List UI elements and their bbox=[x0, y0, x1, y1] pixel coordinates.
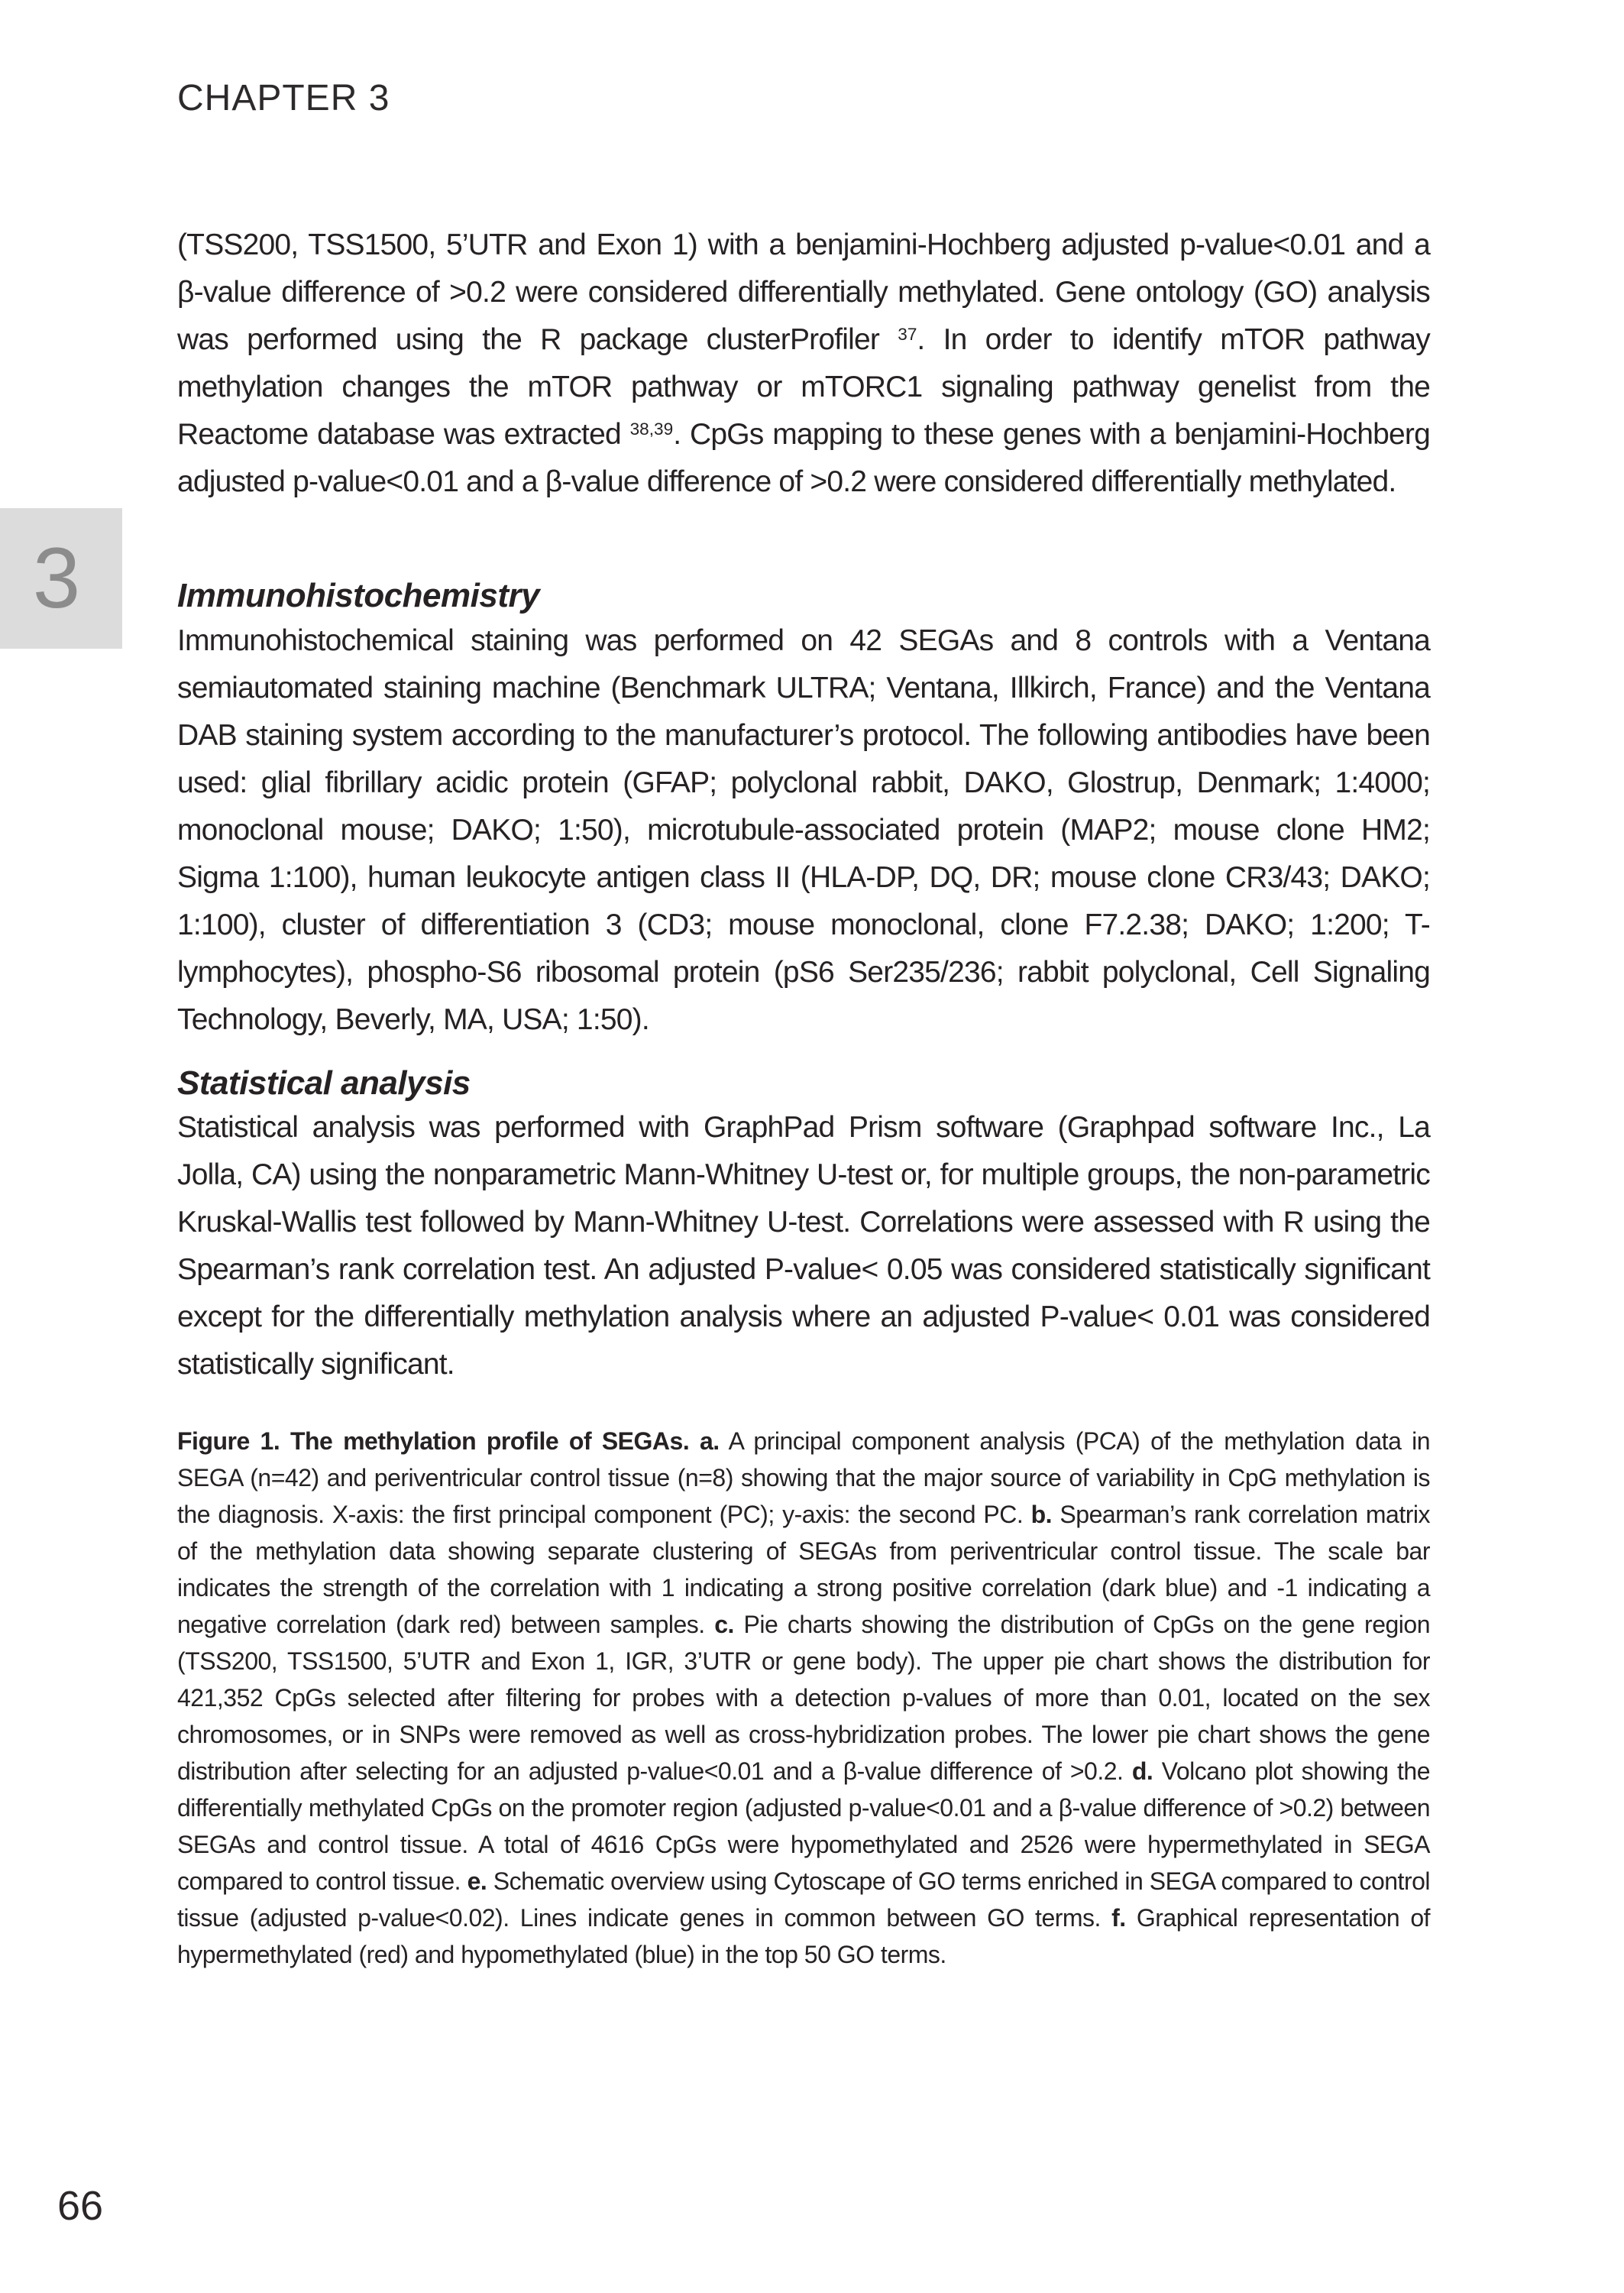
figure-caption: Figure 1. The methylation profile of SEGAs. a. A principal component analysis (PCA) of the methylation data in SEGA (n=42) and periventricular control tissue (n=8) showing that the major source of variability in CpG methylation is the diagnosis. X-axis: the first principal component (PC); y-axis: the second PC. b. Spearman’s rank correlation matrix of the methylation data showing separate clustering of SEGAs from periventricular control tissue. The scale bar indicates the strength of the correlation with 1 indicating a strong positive correlation (dark blue) and -1 indicating a negative correlation (dark red) between samples. c. Pie charts showing the distribution of CpGs on the gene region (TSS200, TSS1500, 5’UTR and Exon 1, IGR, 3’UTR or gene body). The upper pie chart shows the distribution for 421,352 CpGs selected after filtering for probes with a detection p-values of more than 0.01, located on the sex chromosomes, or in SNPs were removed as well as cross-hybridization probes. The lower pie chart shows the gene distribution after selecting for an adjusted p-value<0.01 and a β-value difference of >0.2. d. Volcano plot showing the differentially methylated CpGs on the promoter region (adjusted p-value<0.01 and a β-value difference of >0.2) between SEGAs and control tissue. A total of 4616 CpGs were hypomethylated and 2526 were hypermethylated in SEGA compared to control tissue. e. Schematic overview using Cytoscape of GO terms enriched in SEGA compared to control tissue (adjusted p-value<0.02). Lines indicate genes in common between GO terms. f. Graphical representation of hypermethylated (red) and hypomethylated (blue) in the top 50 GO terms. bbox=[177, 1427, 1431, 1968]
section-body-immunohistochemistry: Immunohistochemical staining was performed on 42 SEGAs and 8 controls with a Ventana semiautomated staining machine (Benchmark ULTRA; Ventana, Illkirch, France) and the Ventana DAB staining system according to the manufacturer’s protocol. The following antibodies have been used: glial fibrillary acidic protein (GFAP; polyclonal rabbit, DAKO, Glostrup, Denmark; 1:4000; monoclonal mouse; DAKO; 1:50), microtubule-associated protein (MAP2; mouse clone HM2; Sigma 1:100), human leukocyte antigen class II (HLA-DP, DQ, DR; mouse clone CR3/43; DAKO; 1:100), cluster of differentiation 3 (CD3; mouse monoclonal, clone F7.2.38; DAKO; 1:200; T-lymphocytes), phospho-S6 ribosomal protein (pS6 Ser235/236; rabbit polyclonal, Cell Signaling Technology, Beverly, MA, USA; 1:50). bbox=[177, 624, 1430, 1036]
section-heading-immunohistochemistry: Immunohistochemistry bbox=[177, 577, 540, 614]
chapter-header: CHAPTER 3 bbox=[177, 78, 390, 118]
chapter-tab-number: 3 bbox=[32, 530, 81, 626]
intro-paragraph: (TSS200, TSS1500, 5’UTR and Exon 1) with a benjamini-Hochberg adjusted p-value<0.01 and a β-value difference of >0.2 were considered differentially methylated. Gene ontology (GO) analysis was performed using the R package clusterProfiler $^{37}$. In order to identify mTOR pathway methylation changes the mTOR pathway or mTORC1 signaling pathway genelist from the Reactome database was extracted $^{38,39}$. CpGs mapping to these genes with a benjamini-Hochberg adjusted p-value<0.01 and a β-value difference of >0.2 were considered differentially methylated. bbox=[177, 228, 1430, 498]
section-heading-statistical-analysis: Statistical analysis bbox=[177, 1064, 471, 1102]
chapter-tab bbox=[0, 508, 122, 649]
page-number: 66 bbox=[57, 2183, 104, 2229]
section-body-statistical-analysis: Statistical analysis was performed with GraphPad Prism software (Graphpad software Inc., La Jolla, CA) using the nonparametric Mann-Whitney U-test or, for multiple groups, the non-parametric Kruskal-Wallis test followed by Mann-Whitney U-test. Correlations were assessed with R using the Spearman’s rank correlation test. An adjusted P-value< 0.05 was considered statistically significant except for the differentially methylation analysis where an adjusted P-value< 0.01 was considered statistically significant. bbox=[177, 1111, 1430, 1381]
